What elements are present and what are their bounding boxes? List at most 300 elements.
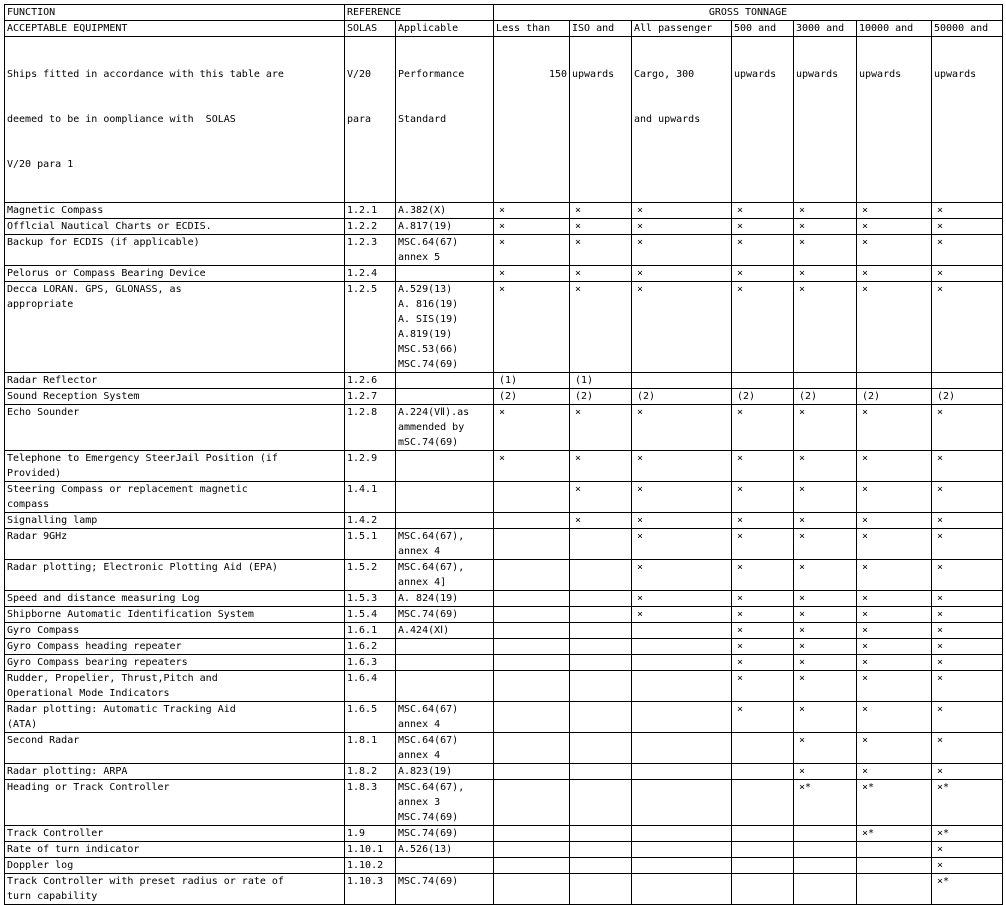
applicability-mark: × <box>799 531 806 542</box>
function-cell <box>5 451 345 482</box>
applicability-mark: × <box>862 673 869 684</box>
function-header: FUNCTION <box>5 5 345 21</box>
tonnage-mark-cell <box>632 607 732 623</box>
solas-ref-cell: 1.5.4 <box>345 607 396 623</box>
tonnage-mark-cell <box>794 235 857 266</box>
applicability-mark: × <box>862 766 869 777</box>
tonnage-mark-cell <box>632 591 732 607</box>
tonnage-mark-cell <box>732 282 794 373</box>
tonnage-mark-cell <box>494 655 570 671</box>
tonnage-range-cell <box>794 37 857 203</box>
applicability-mark: × <box>637 484 644 495</box>
tonnage-mark-cell <box>857 826 932 842</box>
header-row-3 <box>5 37 1003 203</box>
tonnage-mark-cell <box>932 623 1003 639</box>
performance-standard-cell <box>396 203 494 219</box>
table-row <box>5 591 1003 607</box>
function-cell <box>5 235 345 266</box>
tonnage-mark-cell <box>632 639 732 655</box>
tonnage-mark-cell <box>494 389 570 405</box>
performance-standard-line: MSC.64(67) <box>398 735 459 746</box>
applicability-mark: (2) <box>737 391 756 402</box>
performance-standard-cell <box>396 764 494 780</box>
applicability-mark: × <box>637 284 644 295</box>
function-cell <box>5 639 345 655</box>
tonnage-mark-cell <box>494 282 570 373</box>
performance-standard-cell <box>396 560 494 591</box>
applicability-mark: × <box>499 221 506 232</box>
function-line: Provided) <box>7 468 62 479</box>
applicability-mark: × <box>499 284 506 295</box>
tonnage-mark-cell <box>570 733 632 764</box>
tonnage-mark-cell <box>857 203 932 219</box>
performance-standard-cell <box>396 451 494 482</box>
applicability-mark: ×* <box>862 782 875 793</box>
tonnage-mark-cell <box>494 591 570 607</box>
performance-standard-line: ammended by <box>398 422 465 433</box>
tonnage-mark-cell <box>570 623 632 639</box>
tonnage-mark-cell <box>794 780 857 826</box>
function-line: Telephone to Emergency SteerJail Position (if <box>7 453 278 464</box>
function-cell <box>5 733 345 764</box>
tonnage-mark-cell <box>732 591 794 607</box>
applicability-mark: × <box>737 221 744 232</box>
applicability-mark: × <box>637 221 644 232</box>
applicability-mark: × <box>737 453 744 464</box>
applicability-mark: × <box>862 609 869 620</box>
table-row <box>5 671 1003 702</box>
function-cell <box>5 826 345 842</box>
performance-standard-cell <box>396 826 494 842</box>
applicability-mark: × <box>737 609 744 620</box>
tonnage-mark-cell <box>932 874 1003 905</box>
tonnage-mark-cell <box>857 266 932 282</box>
function-cell <box>5 780 345 826</box>
tonnage-mark-cell <box>794 266 857 282</box>
tonnage-mark-cell <box>932 780 1003 826</box>
tonnage-mark-cell <box>732 235 794 266</box>
tonnage-mark-cell <box>932 513 1003 529</box>
applicability-mark: × <box>937 284 944 295</box>
tonnage-range-cell <box>732 37 794 203</box>
tonnage-mark-cell <box>732 405 794 451</box>
tonnage-mark-cell <box>632 874 732 905</box>
applicability-mark: × <box>575 237 582 248</box>
applicability-mark: (2) <box>575 391 594 402</box>
solas-ref-line: para <box>347 114 372 125</box>
tonnage-mark-cell <box>932 405 1003 451</box>
tonnage-mark-cell <box>632 826 732 842</box>
function-line: Backup for ECDIS (if applicable) <box>7 237 200 248</box>
applicability-mark: × <box>737 268 744 279</box>
tonnage-mark-cell <box>732 702 794 733</box>
applicability-mark: × <box>799 221 806 232</box>
performance-standard-cell <box>396 282 494 373</box>
tonnage-mark-cell <box>732 529 794 560</box>
tonnage-mark-cell <box>794 826 857 842</box>
table-row <box>5 702 1003 733</box>
function-cell <box>5 607 345 623</box>
applicability-mark: × <box>937 237 944 248</box>
applicability-mark: × <box>862 237 869 248</box>
function-cell <box>5 560 345 591</box>
solas-ref-cell: 1.10.2 <box>345 858 396 874</box>
tonnage-mark-cell <box>732 203 794 219</box>
applicability-mark: × <box>862 625 869 636</box>
intro-line: V/20 para 1 <box>7 159 74 170</box>
applicability-mark: × <box>937 407 944 418</box>
applicability-mark: ×* <box>937 828 950 839</box>
tonnage-mark-cell <box>794 842 857 858</box>
tonnage-mark-cell <box>632 529 732 560</box>
performance-standard-cell <box>396 842 494 858</box>
equipment-table <box>4 4 1003 905</box>
applicability-mark: × <box>737 673 744 684</box>
applicability-mark: × <box>637 531 644 542</box>
tonnage-mark-cell <box>857 282 932 373</box>
solas-ref-cell: 1.2.6 <box>345 373 396 389</box>
performance-standard-line: Standard <box>398 114 447 125</box>
tonnage-mark-cell <box>857 389 932 405</box>
tonnage-mark-cell <box>632 405 732 451</box>
applicability-mark: × <box>637 609 644 620</box>
performance-standard-cell <box>396 702 494 733</box>
applicability-mark: × <box>937 221 944 232</box>
tonnage-mark-cell <box>932 671 1003 702</box>
tonnage-range-line: 150 <box>548 69 567 80</box>
tonnage-mark-cell <box>732 607 794 623</box>
performance-standard-cell <box>396 858 494 874</box>
tonnage-mark-cell <box>857 219 932 235</box>
table-row <box>5 513 1003 529</box>
function-line: Steering Compass or replacement magnetic <box>7 484 248 495</box>
applicability-mark: × <box>937 484 944 495</box>
solas-ref-cell: 1.9 <box>345 826 396 842</box>
tonnage-mark-cell <box>932 482 1003 513</box>
tonnage-mark-cell <box>857 780 932 826</box>
function-cell <box>5 482 345 513</box>
tonnage-header-cell: ISO and <box>570 21 632 37</box>
tonnage-mark-cell <box>494 451 570 482</box>
function-line: Track Controller <box>7 828 104 839</box>
solas-ref-cell: 1.10.3 <box>345 874 396 905</box>
tonnage-mark-cell <box>932 282 1003 373</box>
applicability-mark: ×* <box>799 782 812 793</box>
performance-standard-line: A.819(19) <box>398 329 453 340</box>
applicability-mark: × <box>499 205 506 216</box>
acceptable-equipment-header: ACCEPTABLE EQUIPMENT <box>5 21 345 37</box>
tonnage-range-cell <box>632 37 732 203</box>
tonnage-mark-cell <box>494 764 570 780</box>
tonnage-mark-cell <box>570 373 632 389</box>
tonnage-mark-cell <box>570 655 632 671</box>
tonnage-mark-cell <box>632 235 732 266</box>
solas-ref-cell: 1.6.2 <box>345 639 396 655</box>
performance-standard-cell <box>396 733 494 764</box>
tonnage-mark-cell <box>732 639 794 655</box>
tonnage-range-line: upwards <box>934 69 977 80</box>
applicability-mark: × <box>737 284 744 295</box>
tonnage-mark-cell <box>732 858 794 874</box>
applicability-mark: × <box>737 704 744 715</box>
applicability-mark: × <box>737 657 744 668</box>
tonnage-mark-cell <box>857 702 932 733</box>
function-line: compass <box>7 499 50 510</box>
solas-ref-cell: 1.8.3 <box>345 780 396 826</box>
tonnage-mark-cell <box>494 513 570 529</box>
tonnage-mark-cell <box>632 560 732 591</box>
solas-ref-cell: 1.10.1 <box>345 842 396 858</box>
table-row <box>5 874 1003 905</box>
tonnage-mark-cell <box>632 389 732 405</box>
function-line: Gyro Compass <box>7 625 80 636</box>
function-line: Radar plotting; Electronic Plotting Aid (EPA) <box>7 562 278 573</box>
tonnage-mark-cell <box>570 282 632 373</box>
tonnage-mark-cell <box>570 219 632 235</box>
applicability-mark: × <box>862 515 869 526</box>
tonnage-mark-cell <box>632 671 732 702</box>
function-line: appropriate <box>7 299 74 310</box>
tonnage-mark-cell <box>732 764 794 780</box>
function-cell <box>5 702 345 733</box>
performance-standard-line: A. 816(19) <box>398 299 459 310</box>
tonnage-mark-cell <box>794 702 857 733</box>
performance-standard-line: annex 5 <box>398 252 441 263</box>
tonnage-mark-cell <box>732 671 794 702</box>
tonnage-range-line: upwards <box>796 69 839 80</box>
applicability-mark: × <box>575 284 582 295</box>
applicability-mark: × <box>937 860 944 871</box>
tonnage-mark-cell <box>494 482 570 513</box>
tonnage-mark-cell <box>632 219 732 235</box>
tonnage-mark-cell <box>794 389 857 405</box>
intro-note <box>5 37 345 203</box>
table-row <box>5 607 1003 623</box>
performance-standard-line: annex 3 <box>398 797 441 808</box>
applicability-mark: × <box>799 625 806 636</box>
tonnage-mark-cell <box>794 607 857 623</box>
tonnage-mark-cell <box>570 874 632 905</box>
applicability-mark: × <box>937 609 944 620</box>
tonnage-mark-cell <box>794 282 857 373</box>
solas-ref-cell: 1.2.8 <box>345 405 396 451</box>
applicability-mark: × <box>737 641 744 652</box>
tonnage-mark-cell <box>494 874 570 905</box>
function-cell <box>5 842 345 858</box>
performance-standard-line: A.817(19) <box>398 221 453 232</box>
function-line: Decca LORAN. GPS, GLONASS, as <box>7 284 182 295</box>
tonnage-mark-cell <box>632 858 732 874</box>
applicability-mark: × <box>799 205 806 216</box>
tonnage-mark-cell <box>570 451 632 482</box>
solas-ref-cell: 1.2.2 <box>345 219 396 235</box>
tonnage-header-cell: 10000 and <box>857 21 932 37</box>
performance-standard-line: MSC.74(69) <box>398 876 459 887</box>
tonnage-mark-cell <box>932 733 1003 764</box>
performance-standard-cell <box>396 607 494 623</box>
applicability-mark: × <box>799 609 806 620</box>
applicability-mark: × <box>737 484 744 495</box>
table-row <box>5 842 1003 858</box>
applicability-mark: × <box>575 453 582 464</box>
performance-standard-cell <box>396 235 494 266</box>
solas-ref-cell: 1.2.7 <box>345 389 396 405</box>
tonnage-mark-cell <box>494 529 570 560</box>
tonnage-mark-cell <box>857 733 932 764</box>
tonnage-mark-cell <box>794 482 857 513</box>
tonnage-mark-cell <box>570 858 632 874</box>
tonnage-mark-cell <box>570 671 632 702</box>
tonnage-mark-cell <box>857 623 932 639</box>
performance-standard-line: A. SIS(19) <box>398 314 459 325</box>
table-row <box>5 560 1003 591</box>
function-cell <box>5 266 345 282</box>
tonnage-mark-cell <box>494 607 570 623</box>
tonnage-mark-cell <box>932 219 1003 235</box>
performance-standard-line: A.823(19) <box>398 766 453 777</box>
performance-standard-line: MSC.64(67), <box>398 562 465 573</box>
tonnage-mark-cell <box>857 405 932 451</box>
tonnage-mark-cell <box>570 764 632 780</box>
function-line: Signalling lamp <box>7 515 98 526</box>
tonnage-mark-cell <box>932 858 1003 874</box>
applicability-mark: × <box>637 268 644 279</box>
performance-standard-cell <box>396 373 494 389</box>
tonnage-mark-cell <box>932 560 1003 591</box>
function-cell <box>5 764 345 780</box>
solas-header: SOLAS <box>345 21 396 37</box>
function-line: Second Radar <box>7 735 80 746</box>
gross-tonnage-header: GROSS TONNAGE <box>494 5 1003 21</box>
tonnage-mark-cell <box>570 607 632 623</box>
tonnage-mark-cell <box>570 482 632 513</box>
function-line: Echo Sounder <box>7 407 80 418</box>
applicability-mark: × <box>799 673 806 684</box>
tonnage-mark-cell <box>794 764 857 780</box>
solas-ref-cell: 1.2.3 <box>345 235 396 266</box>
tonnage-mark-cell <box>632 842 732 858</box>
tonnage-mark-cell <box>494 826 570 842</box>
table-row <box>5 639 1003 655</box>
tonnage-mark-cell <box>632 702 732 733</box>
table-row <box>5 826 1003 842</box>
tonnage-mark-cell <box>857 373 932 389</box>
tonnage-mark-cell <box>494 858 570 874</box>
applicability-mark: × <box>937 704 944 715</box>
tonnage-mark-cell <box>794 874 857 905</box>
tonnage-mark-cell <box>632 203 732 219</box>
performance-standard-line: MSC.53(66) <box>398 344 459 355</box>
tonnage-mark-cell <box>494 639 570 655</box>
tonnage-mark-cell <box>732 389 794 405</box>
tonnage-mark-cell <box>570 266 632 282</box>
applicability-mark: × <box>575 205 582 216</box>
function-line: Speed and distance measuring Log <box>7 593 200 604</box>
tonnage-mark-cell <box>794 219 857 235</box>
applicability-mark: × <box>862 205 869 216</box>
tonnage-mark-cell <box>732 373 794 389</box>
applicability-mark: × <box>937 766 944 777</box>
tonnage-mark-cell <box>932 235 1003 266</box>
solas-ref-cell: 1.5.2 <box>345 560 396 591</box>
performance-standard-line: MSC.64(67), <box>398 782 465 793</box>
performance-standard-cell <box>396 405 494 451</box>
applicability-mark: × <box>799 484 806 495</box>
tonnage-mark-cell <box>857 451 932 482</box>
applicability-mark: × <box>937 593 944 604</box>
applicability-mark: × <box>799 735 806 746</box>
tonnage-mark-cell <box>794 405 857 451</box>
intro-line: deemed to be in oompliance with SOLAS <box>7 114 236 125</box>
function-cell <box>5 405 345 451</box>
applicable-header: Applicable <box>396 21 494 37</box>
function-line: Heading or Track Controller <box>7 782 170 793</box>
applicability-mark: × <box>862 453 869 464</box>
applicability-mark: × <box>937 205 944 216</box>
tonnage-mark-cell <box>494 560 570 591</box>
applicability-mark: × <box>637 237 644 248</box>
table-row <box>5 858 1003 874</box>
applicability-mark: × <box>862 221 869 232</box>
tonnage-mark-cell <box>732 874 794 905</box>
performance-standard-line: MSC.74(69) <box>398 812 459 823</box>
header-row-1 <box>5 5 1003 21</box>
applicability-mark: × <box>575 484 582 495</box>
solas-ref-cell: 1.5.3 <box>345 591 396 607</box>
applicability-mark: × <box>862 407 869 418</box>
applicability-mark: × <box>737 531 744 542</box>
function-cell <box>5 389 345 405</box>
applicability-mark: × <box>862 562 869 573</box>
function-cell <box>5 623 345 639</box>
function-line: Pelorus or Compass Bearing Device <box>7 268 206 279</box>
tonnage-mark-cell <box>570 203 632 219</box>
performance-standard-cell <box>396 529 494 560</box>
function-line: Track Controller with preset radius or rate of <box>7 876 284 887</box>
tonnage-mark-cell <box>794 513 857 529</box>
applicability-mark: × <box>575 407 582 418</box>
tonnage-mark-cell <box>632 282 732 373</box>
performance-standard-line: MSC.64(67) <box>398 237 459 248</box>
applicability-mark: × <box>737 407 744 418</box>
applicability-mark: × <box>799 407 806 418</box>
table-row <box>5 655 1003 671</box>
solas-ref-cell: 1.8.2 <box>345 764 396 780</box>
tonnage-mark-cell <box>794 858 857 874</box>
applicability-mark: × <box>862 268 869 279</box>
applicability-mark: × <box>937 844 944 855</box>
applicability-mark: × <box>799 453 806 464</box>
table-row <box>5 451 1003 482</box>
performance-standard-line: A.224(VⅡ).as <box>398 407 470 418</box>
intro-line: Ships fitted in accordance with this table are <box>7 69 284 80</box>
table-row <box>5 282 1003 373</box>
applicability-mark: × <box>799 284 806 295</box>
tonnage-range-line: Cargo, 300 <box>634 69 695 80</box>
function-line: (ATA) <box>7 719 38 730</box>
applicability-mark: × <box>737 237 744 248</box>
performance-standard-cell <box>396 266 494 282</box>
applicability-mark: × <box>937 735 944 746</box>
table-row <box>5 373 1003 389</box>
tonnage-range-line: upwards <box>859 69 902 80</box>
function-line: Shipborne Automatic Identification System <box>7 609 254 620</box>
applicability-mark: × <box>737 205 744 216</box>
tonnage-mark-cell <box>857 607 932 623</box>
performance-standard-header <box>396 37 494 203</box>
applicability-mark: × <box>862 593 869 604</box>
tonnage-mark-cell <box>794 373 857 389</box>
